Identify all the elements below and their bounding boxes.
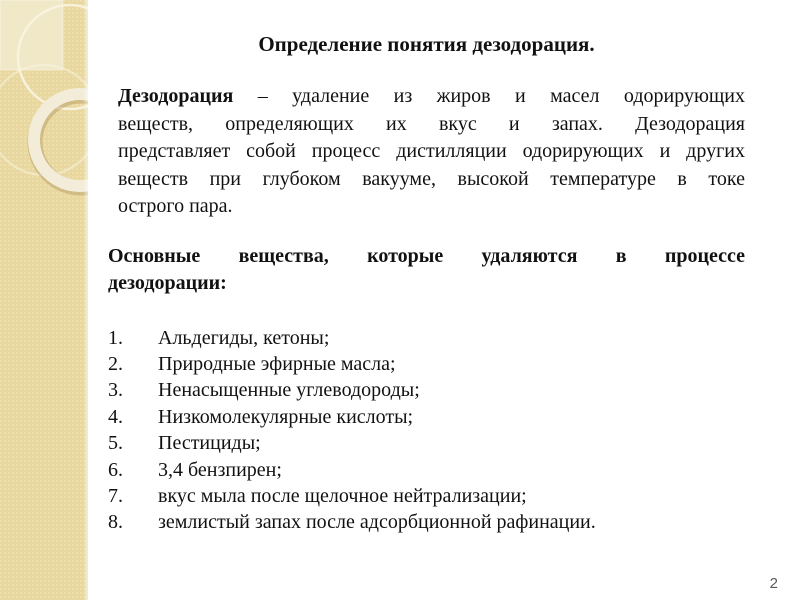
decorative-circles-icon [0,0,88,600]
list-item-text: Пестициды; [158,432,261,455]
list-item-text: 3,4 бензпирен; [158,458,282,481]
list-item [108,483,745,509]
list-item-number: 2. [108,352,123,375]
list-item-number: 5. [108,432,123,455]
list-item-number: 8. [108,511,123,534]
list-item-number: 4. [108,405,123,428]
slide-content [108,0,745,600]
definition-line-3: представляет собой процесс дистилляции одорирующих и других [118,140,745,162]
list-item [108,377,745,403]
definition-line-4: веществ при глубоком вакууме, высокой температуре в токе [118,167,745,190]
subheading [108,243,745,298]
subheading-line-2: дезодорации: [108,272,227,294]
list-item-text: землистый запах после адсорбционной рафинации. [158,511,596,534]
slide-title: Определение понятия дезодорация. [258,32,595,56]
list-item [108,509,745,535]
list-item-text: Ненасыщенные углеводороды; [158,379,420,402]
page-number: 2 [769,575,778,592]
list-item-number: 3. [108,379,123,402]
list-item-text: вкус мыла после щелочное нейтрализации; [158,484,527,507]
list-item-number: 1. [108,326,123,349]
definition-paragraph [118,83,745,221]
list-item [108,325,745,351]
definition-line-1 [118,83,745,111]
slide-sidebar [0,0,88,600]
list-item-text: Природные эфирные масла; [158,352,396,375]
subheading-line-1: Основные вещества, которые удаляются в процессе [108,244,745,267]
definition-term: Дезодорация [118,85,234,107]
list-item-text: Альдегиды, кетоны; [158,326,330,349]
list-item-number: 6. [108,458,123,481]
list-item [108,404,745,430]
list-item [108,351,745,377]
list-item-text: Низкомолекулярные кислоты; [158,405,414,428]
definition-line-5: острого пара. [118,195,233,217]
substances-list [108,325,745,536]
definition-line-1-rest: – удаление из жиров и масел одорирующих [233,85,745,107]
list-item [108,430,745,456]
definition-line-2: веществ, определяющих их вкус и запах. Дезодорация [118,112,745,135]
list-item-number: 7. [108,484,123,507]
list-item [108,457,745,483]
